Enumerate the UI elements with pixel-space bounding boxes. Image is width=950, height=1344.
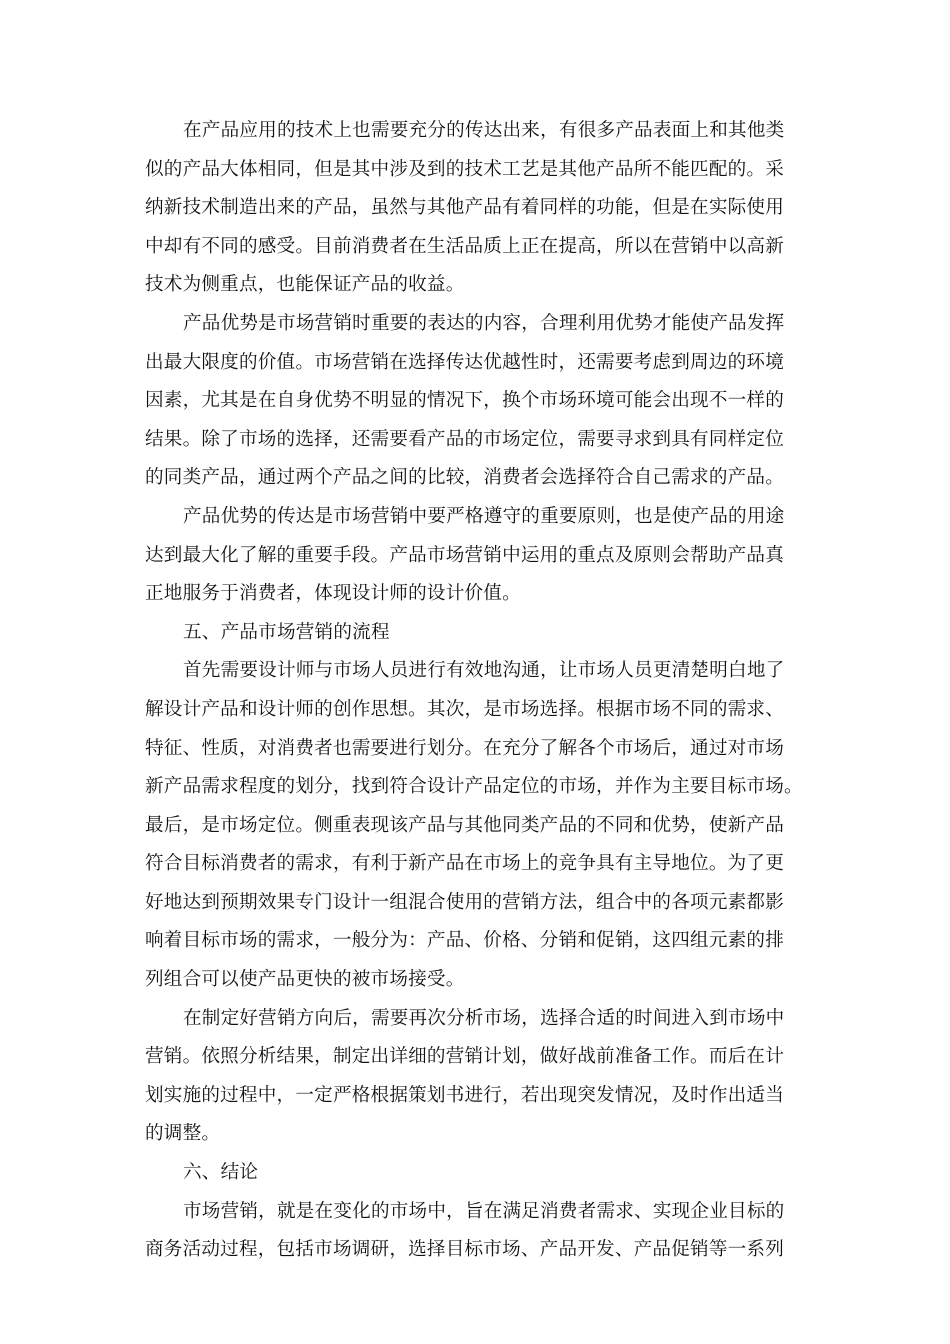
text-line: 商务活动过程，包括市场调研，选择目标市场、产品开发、产品促销等一系列 [145, 1239, 784, 1261]
text-line: 五、产品市场营销的流程 [183, 621, 390, 643]
text-line: 结果。除了市场的选择，还需要看产品的市场定位，需要寻求到具有同样定位 [145, 428, 784, 450]
text-line: 特征、性质，对消费者也需要进行划分。在充分了解各个市场后，通过对市场 [145, 737, 784, 759]
text-line: 因素，尤其是在自身优势不明显的情况下，换个市场环境可能会出现不一样的 [145, 390, 784, 412]
text-line: 最后，是市场定位。侧重表现该产品与其他同类产品的不同和优势，使新产品 [145, 814, 784, 836]
text-line: 产品优势是市场营销时重要的表达的内容，合理利用优势才能使产品发挥 [183, 312, 785, 334]
text-line: 纳新技术制造出来的产品，虽然与其他产品有着同样的功能，但是在实际使用 [145, 197, 784, 219]
text-line: 符合目标消费者的需求，有利于新产品在市场上的竞争具有主导地位。为了更 [145, 853, 784, 875]
text-line: 划实施的过程中，一定严格根据策划书进行，若出现突发情况，及时作出适当 [145, 1084, 784, 1106]
text-line: 达到最大化了解的重要手段。产品市场营销中运用的重点及原则会帮助产品真 [145, 544, 784, 566]
text-line: 在制定好营销方向后，需要再次分析市场，选择合适的时间进入到市场中 [183, 1007, 785, 1029]
text-line: 技术为侧重点，也能保证产品的收益。 [145, 274, 465, 296]
text-line: 好地达到预期效果专门设计一组混合使用的营销方法，组合中的各项元素都影 [145, 891, 784, 913]
text-line: 新产品需求程度的划分，找到符合设计产品定位的市场，并作为主要目标市场。 [145, 776, 803, 798]
text-line: 在产品应用的技术上也需要充分的传达出来，有很多产品表面上和其他类 [183, 120, 785, 141]
text-line: 的同类产品，通过两个产品之间的比较，消费者会选择符合自己需求的产品。 [145, 467, 784, 489]
text-line: 营销。依照分析结果，制定出详细的营销计划，做好战前准备工作。而后在计 [145, 1046, 784, 1068]
text-line: 六、结论 [183, 1162, 259, 1184]
text-line: 中却有不同的感受。目前消费者在生活品质上正在提高，所以在营销中以高新 [145, 235, 784, 257]
text-line: 产品优势的传达是市场营销中要严格遵守的重要原则，也是使产品的用途 [183, 505, 785, 527]
text-line: 似的产品大体相同，但是其中涉及到的技术工艺是其他产品所不能匹配的。采 [145, 158, 784, 180]
text-line: 出最大限度的价值。市场营销在选择传达优越性时，还需要考虑到周边的环境 [145, 351, 784, 373]
text-line: 响着目标市场的需求，一般分为：产品、价格、分销和促销，这四组元素的排 [145, 930, 784, 952]
text-line: 正地服务于消费者，体现设计师的设计价值。 [145, 583, 521, 605]
text-line: 市场营销，就是在变化的市场中，旨在满足消费者需求、实现企业目标的 [183, 1200, 785, 1222]
text-line: 首先需要设计师与市场人员进行有效地沟通，让市场人员更清楚明白地了 [183, 660, 785, 682]
document-page [145, 112, 805, 1270]
text-line: 的调整。 [145, 1123, 221, 1145]
text-line: 解设计产品和设计师的创作思想。其次，是市场选择。根据市场不同的需求、 [145, 698, 784, 720]
text-line: 列组合可以使产品更快的被市场接受。 [145, 969, 465, 991]
